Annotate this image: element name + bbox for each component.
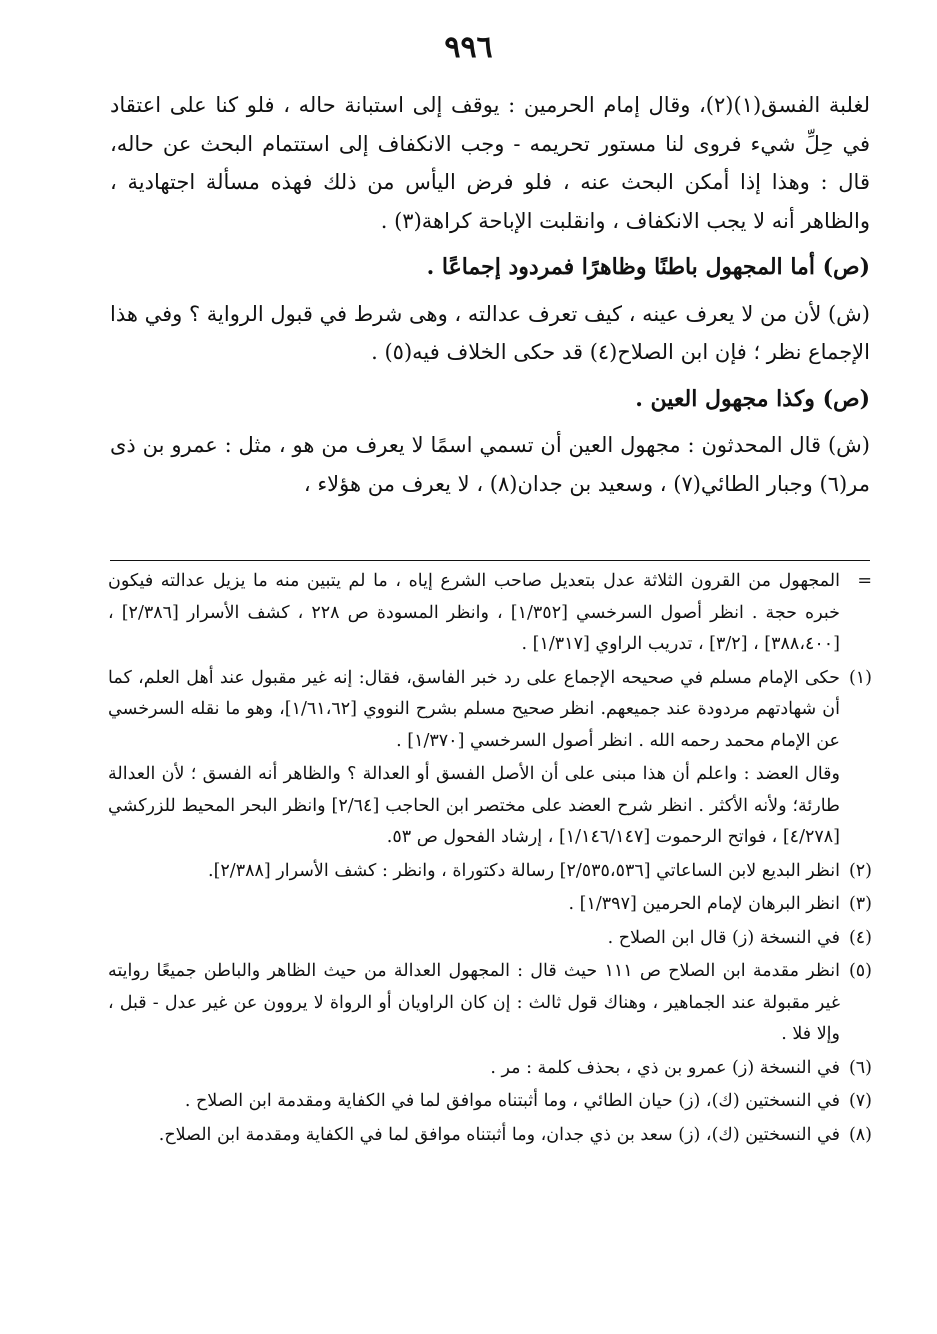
footnote-2 xyxy=(108,856,872,888)
footnote-marker: (٣) xyxy=(848,894,872,914)
footnote-divider xyxy=(110,560,870,561)
footnote-marker: (٥) xyxy=(848,961,872,981)
footnote-marker: (٨) xyxy=(848,1124,872,1145)
footnote-text: انظر مقدمة ابن الصلاح ص ١١١ حيث قال : المجهول العدالة من حيث الظاهر والباطن جميعًا روايته غير مقبولة عند الجماهير ، وهناك قول ثالث : إن كان الراويان أو الرواة لا يروون عن غير عدل - قبل ، وإلا فلا . xyxy=(108,961,840,1044)
footnote-6 xyxy=(108,1053,872,1085)
footnote-marker: = xyxy=(857,571,872,591)
footnote-8 xyxy=(108,1120,872,1152)
footnote-continued xyxy=(108,566,872,661)
footnote-text: في النسختين (ك)، (ز) حيان الطائي ، وما أثبتناه موافق لما في الكفاية ومقدمة ابن الصلاح . xyxy=(184,1091,840,1111)
footnote-marker: (٢) xyxy=(848,860,872,881)
sharh-paragraph-1: (ش) لأن من لا يعرف عينه ، كيف تعرف عدالته ، وهى شرط في قبول الرواية ؟ وفي هذا الإجماع نظر ؛ فإن ابن الصلاح(٤) قد حكى الخلاف فيه(٥) . xyxy=(110,301,870,364)
page-number: ٩٩٦ xyxy=(444,30,493,65)
footnote-1-continuation: وقال العضد : واعلم أن هذا مبنى على أن الأصل الفسق أو العدالة ؟ والظاهر أنه الفسق ؛ لأن العدالة طارئة؛ ولأنه الأكثر . انظر شرح العضد على مختصر ابن الحاجب [٢/٦٤] وانظر البحر المحيط للزركشي [٤/٢٧٨] ، فواتح الرحموت [١/١٤٦/١٤٧] ، إرشاد الفحول ص ٥٣. xyxy=(108,764,840,847)
footnote-1 xyxy=(108,663,872,758)
footnote-7 xyxy=(108,1086,872,1118)
footnote-text: انظر البديع لابن الساعاتي [٢/٥٣٥،٥٣٦] رسالة دكتوراة ، وانظر : كشف الأسرار [٢/٣٨٨]. xyxy=(208,860,840,881)
footnote-marker: (٧) xyxy=(848,1091,872,1111)
footnote-text: في النسخة (ز) عمرو بن ذي ، بحذف كلمة : مر . xyxy=(490,1057,840,1078)
footnote-text: انظر البرهان لإمام الحرمين [١/٣٩٧] . xyxy=(568,894,840,914)
matn-heading-2: (ص) وكذا مجهول العين . xyxy=(635,385,870,412)
footnote-text: في النسختين (ك)، (ز) سعد بن ذي جدان، وما أثبتناه موافق لما في الكفاية ومقدمة ابن الصلاح. xyxy=(158,1124,840,1145)
footnote-4 xyxy=(108,923,872,955)
matn-heading-1: (ص) أما المجهول باطنًا وظاهرًا فمردود إجماعًا . xyxy=(426,254,870,280)
footnote-text: المجهول من القرون الثلاثة عدل بتعديل صاحب الشرع إياه ، ما لم يتبين منه ما يزيل عدالته فيكون خبره حجة . انظر أصول السرخسي [١/٣٥٢] ، وانظر المسودة ص ٢٢٨ ، كشف الأسرار [٢/٣٨٦] ، [٣٨٨،٤٠٠] ، [٣/٢] ، تدريب الراوي [١/٣١٧] . xyxy=(108,571,840,654)
footnote-marker: (١) xyxy=(848,667,872,688)
main-paragraph-1: لغلبة الفسق(١)(٢)، وقال إمام الحرمين : يوقف إلى استبانة حاله ، فلو كنا على اعتقاد في حِلِّ شيء فروى لنا مستور تحريمه - وجب الانكفاف إلى استتمام البحث عن حاله، قال : وهذا إذا أمكن البحث عنه ، فلو فرض اليأس من ذلك فهذه مسألة اجتهادية ، والظاهر أنه لا يجب الانكفاف ، وانقلبت الإباحة كراهة(٣) . xyxy=(110,93,870,233)
footnotes xyxy=(108,566,872,1153)
footnote-marker: (٦) xyxy=(848,1057,872,1078)
sharh-paragraph-2: (ش) قال المحدثون : مجهول العين أن تسمي اسمًا لا يعرف من هو ، مثل : عمرو بن ذى مر(٦) وجبار الطائي(٧) ، وسعيد بن جدان(٨) ، لا يعرف من هؤلاء ، xyxy=(110,433,870,496)
footnote-3 xyxy=(108,889,872,921)
main-text xyxy=(110,86,870,503)
footnote-5 xyxy=(108,956,872,1051)
footnote-text: في النسخة (ز) قال ابن الصلاح . xyxy=(607,927,840,948)
footnote-text: حكى الإمام مسلم في صحيحه الإجماع على رد خبر الفاسق، فقال: إنه غير مقبول عند أهل العلم، كما أن شهادتهم مردودة عند جميعهم. انظر صحيح مسلم بشرح النووي [١/٦١،٦٢]، وهو ما نقله السرخسي عن الإمام محمد رحمه الله . انظر أصول السرخسي [١/٣٧٠] . xyxy=(108,667,841,751)
footnote-marker: (٤) xyxy=(848,927,872,948)
